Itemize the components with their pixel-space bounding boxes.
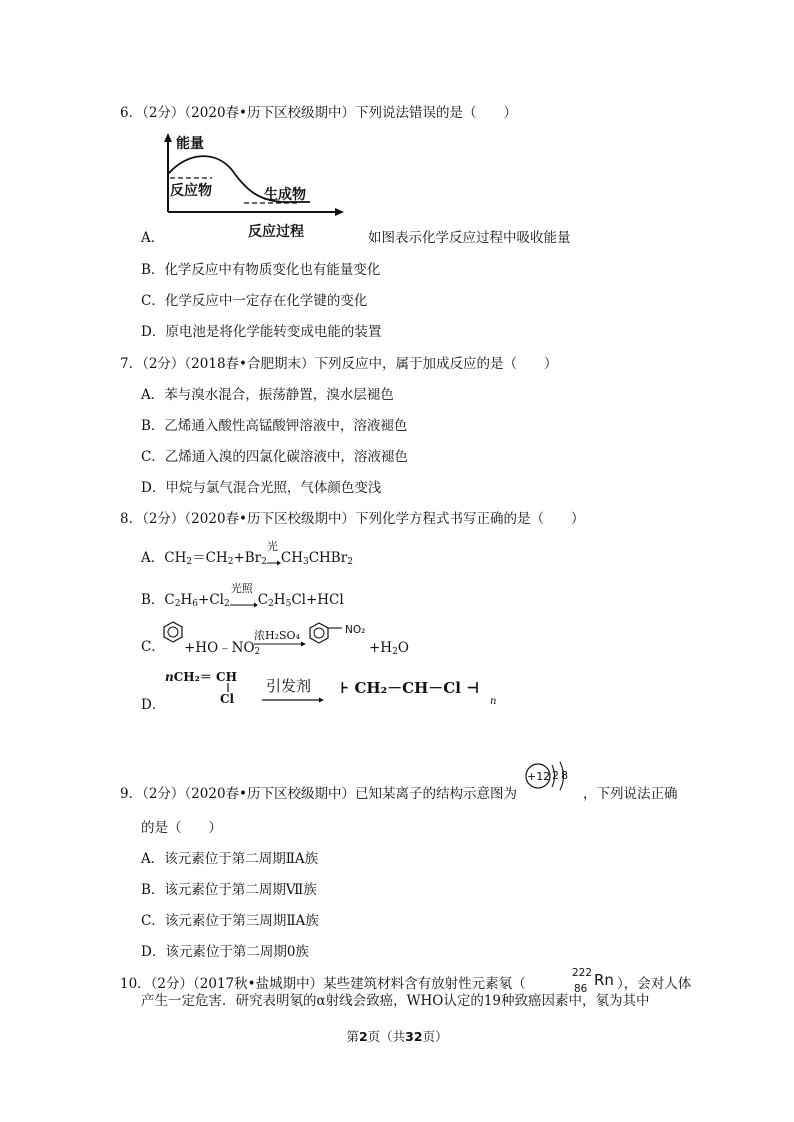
q8-d-arrow bbox=[262, 697, 324, 703]
q7-option-c: C．乙烯通入溴的四氯化碳溶液中，溶液褪色 bbox=[141, 449, 408, 465]
q8-c-label: C． bbox=[141, 639, 165, 655]
q7-option-a: A．苯与溴水混合，振荡静置，溴水层褪色 bbox=[141, 387, 394, 403]
q6-stem: 6．（2分）（2020春•历下区校级期中）下列说法错误的是（ ） bbox=[120, 105, 517, 121]
product-label: 生成物 bbox=[264, 187, 306, 203]
ion-nucleus: +12 bbox=[527, 770, 551, 783]
q10-line2: 产生一定危害．研究表明氡的α射线会致癌，WHO认定的19种致癌因素中，氡为其中 bbox=[141, 993, 650, 1009]
q8-d-monomer-text: CH₂＝ CH bbox=[173, 670, 237, 684]
q8-d-bracket-right: ⊣ bbox=[466, 679, 480, 697]
q8-b-cond: 光照 bbox=[230, 582, 253, 595]
q7-option-b: B．乙烯通入酸性高锰酸钾溶液中，溶液褪色 bbox=[141, 418, 408, 434]
ion-structure-diagram bbox=[524, 760, 580, 802]
q8-a-lhs2: ＝CH bbox=[192, 550, 228, 566]
q8-b-arrow bbox=[230, 582, 258, 609]
q8-b-lhs2: H bbox=[180, 592, 193, 608]
q7-option-d: D．甲烷与氯气混合光照，气体颜色变浅 bbox=[141, 480, 382, 496]
q9-option-b: B．该元素位于第二周期Ⅶ族 bbox=[141, 882, 317, 898]
footer-mid: 页（共 bbox=[367, 1029, 406, 1044]
q8-option-a: A．$CH_2=CH_2+Br_2$ 光 $CH_3CHBr_2$ bbox=[141, 540, 353, 567]
q8-option-b: B．$C_2H_6+Cl_2$ 光照 $C_2H_5Cl+HCl$ bbox=[141, 582, 344, 609]
q10-stem-end: ），会对人体 bbox=[617, 976, 692, 992]
q8-d-n: n bbox=[165, 670, 174, 684]
q8-c-plus: +HO﹣NO bbox=[184, 640, 255, 656]
q6-option-d: D．原电池是将化学能转变成电能的装置 bbox=[141, 324, 382, 340]
y-axis-label: 能量 bbox=[176, 136, 204, 152]
q8-c-tail2: O bbox=[397, 640, 409, 656]
q7-stem: 7．（2分）（2018春•合肥期末）下列反应中，属于加成反应的是（ ） bbox=[120, 356, 558, 372]
q10-atomic-number: 86 bbox=[574, 983, 588, 995]
q8-c-tail: +H bbox=[369, 640, 393, 656]
q8-b-label: B． bbox=[141, 592, 165, 608]
q9-option-a: A．该元素位于第二周期ⅡA族 bbox=[141, 851, 319, 867]
q8-d-polymer-text: CH₂－CH－Cl bbox=[354, 679, 461, 697]
nitrobenzene-ring-icon bbox=[309, 621, 343, 645]
q8-stem: 8．（2分）（2020春•历下区校级期中）下列化学方程式书写正确的是（ ） bbox=[120, 511, 585, 527]
energy-diagram bbox=[160, 132, 360, 244]
q6-option-a-text: 如图表示化学反应过程中吸收能量 bbox=[368, 230, 571, 246]
q8-c-group: NO₂ bbox=[345, 624, 366, 636]
footer-prefix: 第 bbox=[346, 1029, 359, 1044]
q8-b-rhs2: H bbox=[273, 592, 286, 608]
q8-c-cond: 浓H₂SO₄ bbox=[254, 629, 300, 642]
q8-b-rhs3: Cl+HCl bbox=[291, 592, 344, 608]
reactant-label: 反应物 bbox=[170, 183, 212, 199]
q8-a-rhs2: CHBr bbox=[308, 550, 348, 566]
ion-shell-1: 2 bbox=[552, 769, 559, 782]
q8-d-label: D． bbox=[141, 697, 166, 713]
q8-a-cond: 光 bbox=[266, 540, 278, 553]
q8-a-lhs3: +Br bbox=[233, 550, 262, 566]
benzene-ring-icon bbox=[163, 621, 183, 643]
q10-mass-number: 222 bbox=[572, 967, 593, 979]
q6-option-c: C．化学反应中一定存在化学键的变化 bbox=[141, 293, 368, 309]
q8-c-reactant: $+HO﹣NO_2$ bbox=[184, 640, 261, 657]
q8-b-lhs1: C bbox=[164, 592, 175, 608]
q8-d-subscript-n: n bbox=[490, 696, 497, 707]
footer-suffix: 页） bbox=[422, 1029, 448, 1044]
q8-c-arrow bbox=[254, 641, 306, 647]
q8-b-rhs1: C bbox=[257, 592, 269, 608]
q6-option-a-label: A． bbox=[141, 230, 165, 246]
q8-a-lhs1: CH bbox=[164, 550, 187, 566]
footer-page: 2 bbox=[358, 1029, 368, 1044]
q9-stem: 9．（2分）（2020春•历下区校级期中）已知某离子的结构示意图为 bbox=[120, 786, 517, 802]
q8-d-cl: Cl bbox=[220, 692, 235, 706]
q9-option-d: D．该元素位于第二周期0族 bbox=[141, 944, 309, 960]
q8-d-cond: 引发剂 bbox=[266, 677, 312, 695]
q8-c-product: $+H_2O$ bbox=[369, 640, 409, 657]
page-footer bbox=[0, 1027, 794, 1045]
q10-symbol: Rn bbox=[594, 971, 614, 989]
q8-a-arrow bbox=[266, 540, 281, 567]
q9-stem-end: ，下列说法正确 bbox=[583, 786, 678, 802]
q8-a-label: A． bbox=[141, 550, 165, 566]
x-axis-label: 反应过程 bbox=[248, 224, 304, 240]
q8-a-rhs1: CH bbox=[280, 550, 303, 566]
q10-stem: 10．（2分）（2017秋•盐城期中）某些建筑材料含有放射性元素氡（ bbox=[120, 976, 526, 992]
q6-option-b: B．化学反应中有物质变化也有能量变化 bbox=[141, 262, 381, 278]
q8-d-bracket-left: ⊦ bbox=[340, 679, 350, 697]
q8-d-polymer bbox=[340, 679, 479, 697]
q9-stem-line2: 的是（ ） bbox=[141, 820, 222, 836]
footer-total: 32 bbox=[405, 1029, 423, 1044]
q9-option-c: C．该元素位于第三周期ⅡA族 bbox=[141, 913, 319, 929]
ion-shell-2: 8 bbox=[561, 769, 568, 782]
q8-b-lhs3: +Cl bbox=[198, 592, 224, 608]
